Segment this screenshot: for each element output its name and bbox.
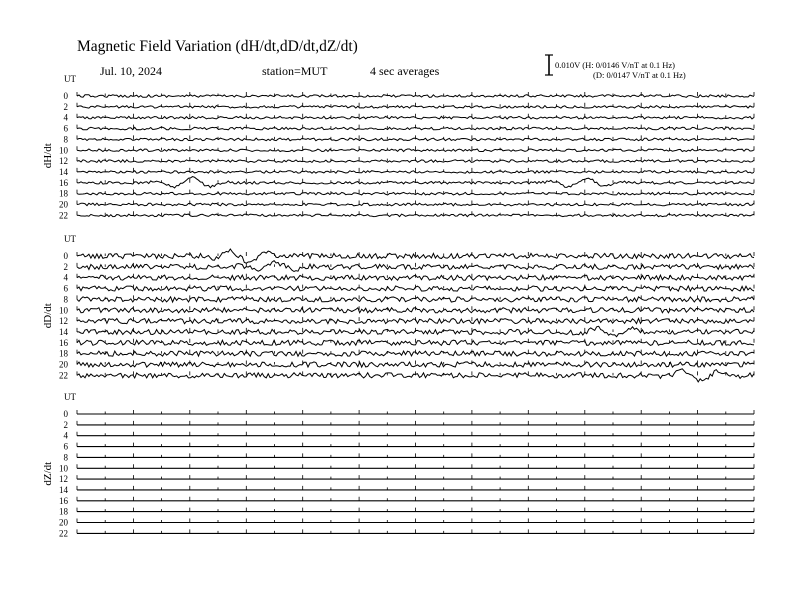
hour-label: 16 [59, 337, 68, 348]
hour-label: 8 [63, 294, 68, 305]
hour-label: 12 [59, 156, 68, 167]
trace-dH-dt-2 [77, 106, 754, 109]
hour-label: 10 [59, 145, 68, 156]
hour-label: 4 [63, 112, 68, 123]
hour-label: 20 [59, 517, 68, 528]
hour-label: 18 [59, 188, 68, 199]
trace-ticks [77, 519, 754, 523]
trace-ticks [77, 453, 754, 457]
hour-label: 10 [59, 305, 68, 316]
scale-value: 0.010V [555, 60, 581, 70]
hour-label: 20 [59, 359, 68, 370]
hour-label: 2 [63, 419, 68, 430]
hour-label: 18 [59, 348, 68, 359]
averaging-label: 4 sec averages [370, 64, 440, 78]
trace-ticks [77, 168, 754, 172]
hour-label: 8 [63, 452, 68, 463]
hour-label: 12 [59, 316, 68, 327]
panel-label-dZ-dt: dZ/dt [42, 461, 54, 486]
hour-label: 8 [63, 134, 68, 145]
trace-ticks [77, 443, 754, 447]
hour-label: 4 [63, 430, 68, 441]
hour-label: 12 [59, 474, 68, 485]
hour-label: 2 [63, 261, 68, 272]
ut-label: UT [64, 392, 76, 402]
scale-h-note: (H: 0/0146 V/nT at 0.1 Hz) [582, 60, 675, 70]
hour-label: 6 [63, 283, 68, 294]
trace-ticks [77, 497, 754, 501]
hour-label: 16 [59, 495, 68, 506]
scale-d-note: (D: 0/0147 V/nT at 0.1 Hz) [593, 70, 686, 80]
panel-label-dD-dt: dD/dt [42, 303, 54, 329]
hour-label: 4 [63, 272, 68, 283]
hour-label: 22 [59, 370, 68, 381]
trace-ticks [77, 508, 754, 512]
trace-dH-dt-16 [77, 177, 754, 188]
hour-label: 10 [59, 463, 68, 474]
hour-label: 0 [63, 91, 68, 101]
trace-ticks [77, 432, 754, 436]
hour-label: 6 [63, 123, 68, 134]
trace-ticks [77, 135, 754, 139]
hour-label: 16 [59, 177, 68, 188]
hour-label: 2 [63, 101, 68, 112]
trace-ticks [77, 410, 754, 414]
hour-label: 14 [59, 484, 68, 495]
date-label: Jul. 10, 2024 [100, 64, 163, 78]
hour-label: 18 [59, 506, 68, 517]
trace-ticks [77, 464, 754, 468]
panel-label-dH-dt: dH/dt [42, 143, 54, 169]
trace-ticks [77, 529, 754, 533]
chart-title: Magnetic Field Variation (dH/dt,dD/dt,dZ/dt) [77, 38, 358, 55]
hour-label: 20 [59, 199, 68, 210]
trace-ticks [77, 486, 754, 490]
trace-ticks [77, 339, 754, 343]
ut-label: UT [64, 74, 76, 84]
hour-label: 14 [59, 326, 68, 337]
trace-ticks [77, 421, 754, 425]
trace-ticks [77, 125, 754, 129]
hour-label: 22 [59, 528, 68, 539]
hour-label: 6 [63, 441, 68, 452]
hour-label: 14 [59, 166, 68, 177]
trace-dD-dt-0 [77, 249, 754, 263]
station-label: station=MUT [262, 64, 328, 78]
trace-dD-dt-18 [77, 351, 754, 356]
trace-ticks [77, 475, 754, 479]
hour-label: 0 [63, 251, 68, 261]
ut-label: UT [64, 234, 76, 244]
hour-label: 0 [63, 409, 68, 419]
hour-label: 22 [59, 210, 68, 221]
trace-dH-dt-0 [77, 95, 754, 98]
